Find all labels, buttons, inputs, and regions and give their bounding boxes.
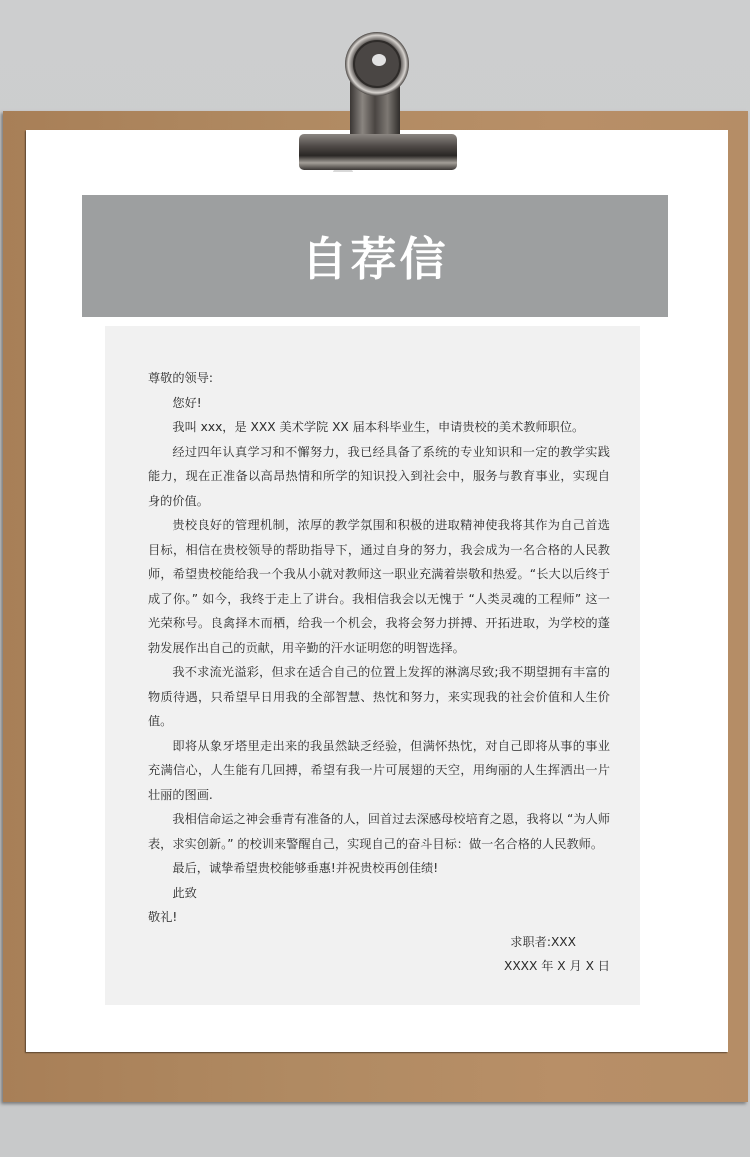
signature: 求职者:XXX — [510, 934, 576, 949]
paragraph: 贵校良好的管理机制，浓厚的教学氛围和积极的进取精神使我将其作为自己首选目标，相信在贵校领导的帮助指导下，通过自身的努力，我会成为一名合格的人民教师，希望贵校能给我一个我从小就对教师这一职业充满着崇敬和热爱。“长大以后终于成了你。” 如今，我终于走上了讲台。我相信我会以无愧于 “人类灵魂的工程师” 这一光荣称号。良禽择木而栖，给我一个机会，我将会努力拼搏、开拓进取，为学校的蓬勃发展作出自己的贡献，用辛勤的汗水证明您的明智选择。 — [148, 518, 610, 655]
paragraph: 经过四年认真学习和不懈努力，我已经具备了系统的专业知识和一定的教学实践能力，现在正准备以高昂热情和所学的知识投入到社会中，服务与教育事业，实现自身的价值。 — [148, 444, 610, 508]
salutation: 尊敬的领导: — [148, 371, 214, 385]
paragraph: 即将从象牙塔里走出来的我虽然缺乏经验，但满怀热忱，对自己即将从事的事业充满信心，人生能有几回搏，希望有我一片可展翅的天空，用绚丽的人生挥洒出一片壮丽的图画. — [148, 738, 610, 802]
closing-line-2: 敬礼! — [148, 910, 178, 924]
letter-body — [148, 366, 610, 979]
paragraph: 我不求流光溢彩，但求在适合自己的位置上发挥的淋漓尽致;我不期望拥有丰富的物质待遇，只希望早日用我的全部智慧、热忱和努力，来实现我的社会价值和人生价值。 — [148, 665, 610, 728]
page-title: 自荐信 — [301, 232, 449, 286]
binder-clip-icon — [285, 22, 465, 172]
closing-line-1: 此致 — [172, 885, 197, 900]
paragraph: 我相信命运之神会垂青有准备的人，回首过去深感母校培育之恩，我将以 “为人师表，求实创新。” 的校训来警醒自己，实现自己的奋斗目标：做一名合格的人民教师。 — [148, 812, 610, 851]
paragraph: 我叫 xxx，是 XXX 美术学院 XX 届本科毕业生，申请贵校的美术教师职位。 — [172, 420, 585, 434]
date: XXXX 年 X 月 X 日 — [503, 959, 610, 973]
greeting: 您好! — [172, 395, 202, 410]
paragraph: 最后，诚挚希望贵校能够垂惠!并祝贵校再创佳绩! — [172, 861, 439, 875]
title-banner — [82, 195, 668, 317]
